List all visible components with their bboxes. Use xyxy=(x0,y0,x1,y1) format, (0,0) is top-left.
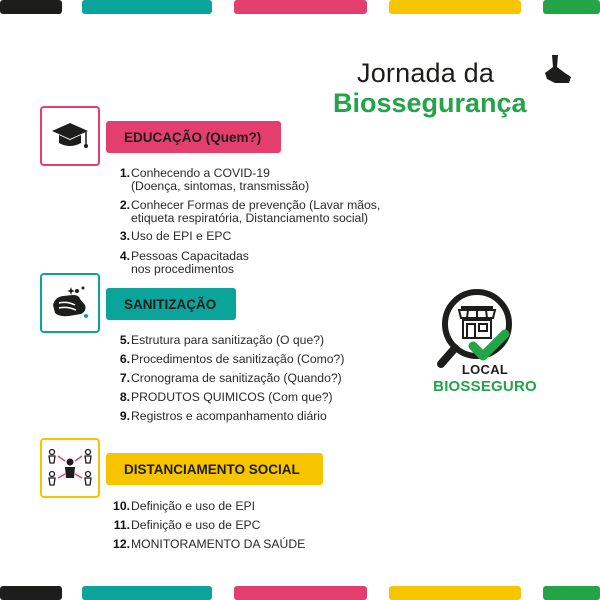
hand-washing-icon xyxy=(49,283,91,323)
item-text: Registros e acompanhamento diário xyxy=(131,409,327,423)
item-text: Definição e uso de EPC xyxy=(131,518,261,532)
item-text: Cronograma de sanitização (Quando?) xyxy=(131,371,342,385)
item-text: Uso de EPI e EPC xyxy=(131,229,232,243)
sanitization-list xyxy=(108,334,408,434)
item-text: Estrutura para sanitização (O que?) xyxy=(131,333,325,347)
item-text: PRODUTOS QUIMICOS (Com que?) xyxy=(131,390,333,404)
social-distancing-icon xyxy=(46,446,94,490)
bottom-bar-green xyxy=(543,586,600,600)
bottom-bar-teal xyxy=(82,586,212,600)
stamp-icon xyxy=(543,53,573,87)
badge-line-1: LOCAL xyxy=(461,362,509,377)
item-text: Conhecendo a COVID-19 xyxy=(131,166,270,180)
top-bar-black xyxy=(0,0,62,14)
item-number: 3. xyxy=(119,229,130,243)
item-number: 1. xyxy=(119,166,130,180)
item-number: 10. xyxy=(113,499,130,513)
badge-line-2: BIOSSEGURO xyxy=(433,378,537,395)
top-bar-teal xyxy=(82,0,212,14)
item-text: (Doença, sintomas, transmissão) xyxy=(131,179,310,193)
item-text: etiqueta respiratória, Distanciamento social) xyxy=(131,211,369,225)
title-line-2: Biossegurança xyxy=(333,88,527,118)
bottom-bar-black xyxy=(0,586,62,600)
item-text: MONITORAMENTO DA SAÚDE xyxy=(131,537,306,551)
top-bar-yellow xyxy=(389,0,521,14)
item-number: 12. xyxy=(113,537,130,551)
section-label-educacao: EDUCAÇÃO (Quem?) xyxy=(106,121,281,153)
section-label-sanitizacao: SANITIZAÇÃO xyxy=(106,288,236,320)
education-icon-box xyxy=(40,106,100,166)
top-bar-pink xyxy=(234,0,367,14)
sanitization-icon-box xyxy=(40,273,100,333)
item-text: nos procedimentos xyxy=(131,262,234,276)
item-text: Pessoas Capacitadas xyxy=(131,249,249,263)
item-number: 5. xyxy=(119,333,130,347)
graduation-cap-icon xyxy=(50,119,90,153)
education-list xyxy=(108,167,418,277)
item-number: 8. xyxy=(119,390,130,404)
item-number: 9. xyxy=(119,409,130,423)
item-number: 11. xyxy=(113,518,130,532)
item-number: 4. xyxy=(119,249,130,263)
distancing-icon-box xyxy=(40,438,100,498)
distancing-list xyxy=(108,500,368,560)
item-text: Conhecer Formas de prevenção (Lavar mãos, xyxy=(131,198,381,212)
item-number: 2. xyxy=(119,198,130,212)
item-text: Definição e uso de EPI xyxy=(131,499,255,513)
top-bar-green xyxy=(543,0,600,14)
item-number: 6. xyxy=(119,352,130,366)
bottom-bar-pink xyxy=(234,586,367,600)
title-line-1: Jornada da xyxy=(357,58,495,88)
bottom-bar-yellow xyxy=(389,586,521,600)
section-label-distanciamento: DISTANCIAMENTO SOCIAL xyxy=(106,453,323,485)
item-text: Procedimentos de sanitização (Como?) xyxy=(131,352,345,366)
item-number: 7. xyxy=(119,371,130,385)
